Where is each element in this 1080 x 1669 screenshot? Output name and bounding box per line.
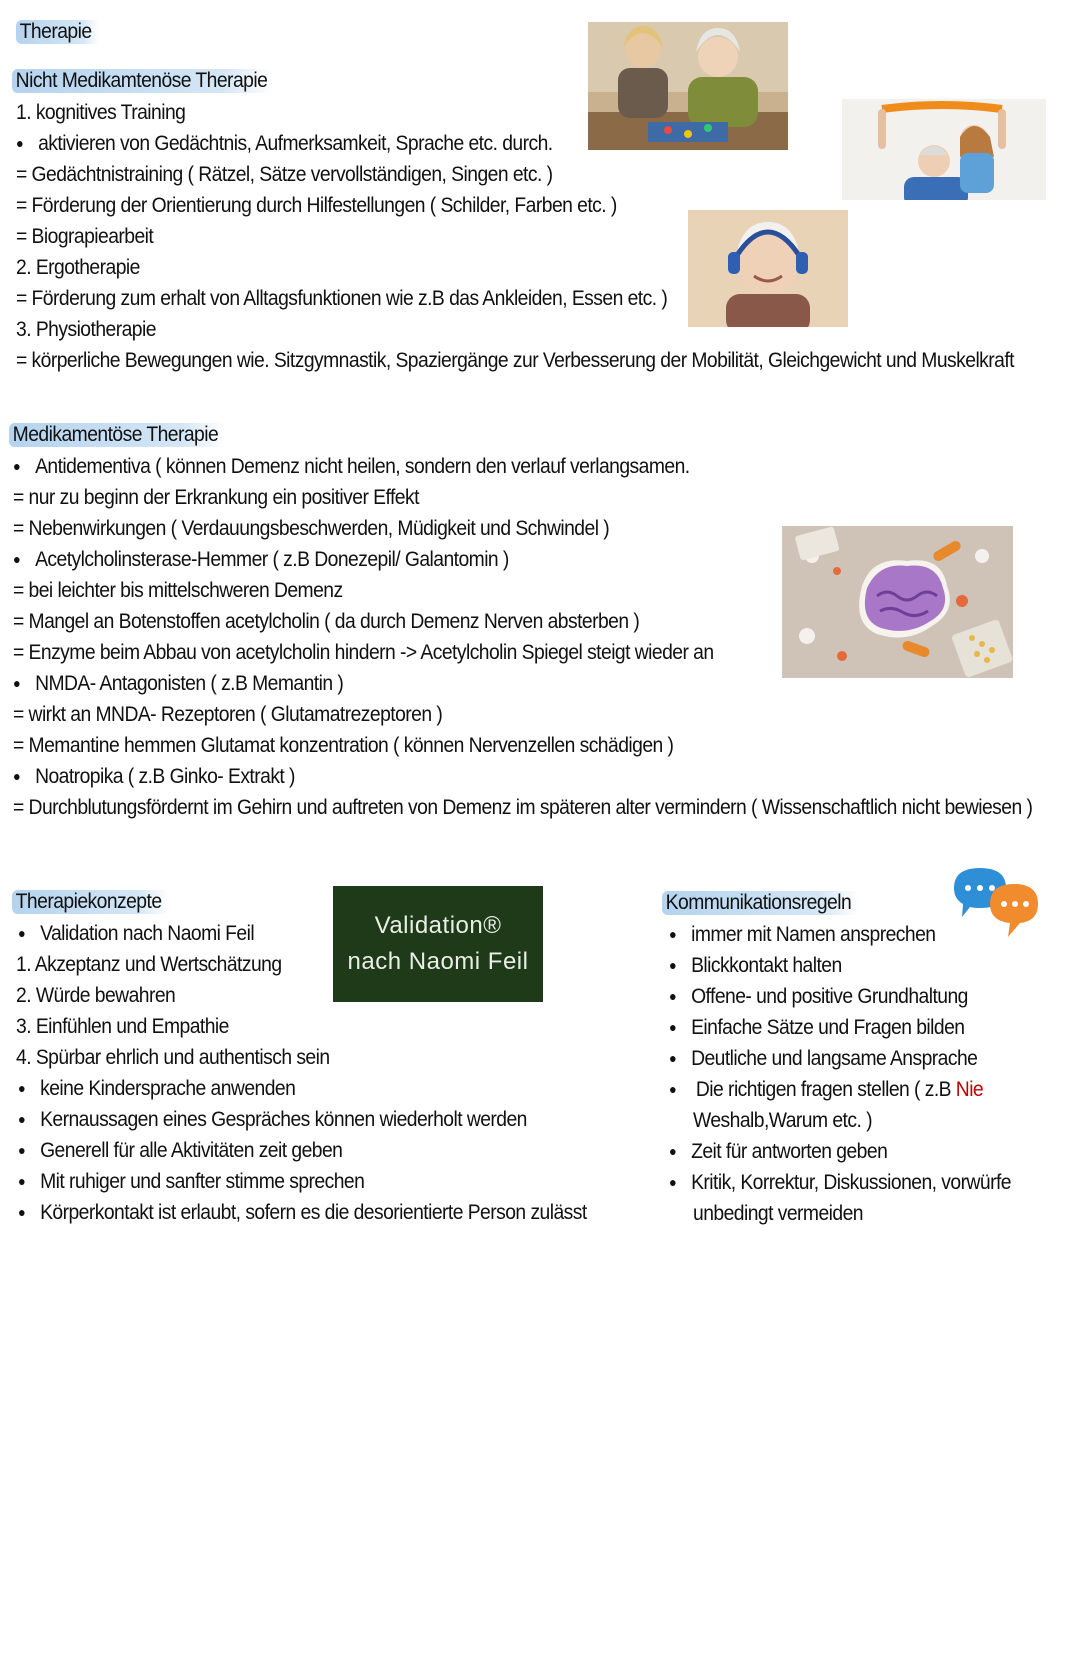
list-item: = Förderung zum erhalt von Alltagsfunktionen wie z.B das Ankleiden, Essen etc. ) bbox=[16, 287, 668, 310]
list-item: 3. Physiotherapie bbox=[16, 318, 156, 341]
photo-board-game bbox=[588, 22, 788, 150]
list-item: ● keine Kindersprache anwenden bbox=[18, 1077, 295, 1102]
list-item: ● Zeit für antworten geben bbox=[669, 1140, 887, 1165]
list-item: = Nebenwirkungen ( Verdauungsbeschwerden, Müdigkeit und Schwindel ) bbox=[13, 517, 610, 540]
list-item: ● Noatropika ( z.B Ginko- Extrakt ) bbox=[13, 765, 295, 790]
photo-music-headphones bbox=[688, 210, 848, 327]
highlight-nie: Nie bbox=[955, 1078, 984, 1101]
list-item: = wirkt an MNDA- Rezeptoren ( Glutamatrezeptoren ) bbox=[13, 703, 443, 726]
speech-bubbles-icon bbox=[950, 866, 1042, 938]
list-item: ● Mit ruhiger und sanfter stimme sprechen bbox=[18, 1170, 364, 1195]
list-item: ● Generell für alle Aktivitäten zeit geben bbox=[18, 1139, 342, 1164]
list-item: = Durchblutungsfördernt im Gehirn und auftreten von Demenz im späteren alter vermindern ( Wissenschaftlich nicht bewiesen ) bbox=[13, 796, 1033, 819]
list-item: 2. Ergotherapie bbox=[16, 256, 140, 279]
list-item: 1. Akzeptanz und Wertschätzung bbox=[16, 953, 282, 976]
list-item: ● Deutliche und langsame Ansprache bbox=[669, 1047, 977, 1072]
list-item: = Enzyme beim Abbau von acetylcholin hindern -> Acetylcholin Spiegel steigt wieder an bbox=[13, 641, 714, 664]
list-item: = bei leichter bis mittelschweren Demenz bbox=[13, 579, 343, 602]
list-item: ● aktivieren von Gedächtnis, Aufmerksamkeit, Sprache etc. durch. bbox=[16, 132, 553, 157]
list-item: 4. Spürbar ehrlich und authentisch sein bbox=[16, 1046, 330, 1069]
list-item: ● Antidementiva ( können Demenz nicht heilen, sondern den verlauf verlangsamen. bbox=[13, 455, 690, 480]
list-item: = Gedächtnistraining ( Rätzel, Sätze vervollständigen, Singen etc. ) bbox=[16, 163, 553, 186]
list-item-text: Die richtigen fragen stellen ( z.B bbox=[695, 1078, 956, 1101]
list-item: = Mangel an Botenstoffen acetylcholin ( da durch Demenz Nerven absterben ) bbox=[13, 610, 640, 633]
validation-logo-line2: nach Naomi Feil bbox=[347, 948, 529, 975]
list-item: ● Kritik, Korrektur, Diskussionen, vorwürfe bbox=[669, 1171, 1011, 1196]
list-item: ● Validation nach Naomi Feil bbox=[18, 922, 254, 947]
list-item: = Förderung der Orientierung durch Hilfestellungen ( Schilder, Farben etc. ) bbox=[16, 194, 617, 217]
section-heading-communication: Kommunikationsregeln bbox=[662, 891, 859, 915]
validation-logo bbox=[333, 886, 543, 1002]
list-item: ● Blickkontakt halten bbox=[669, 954, 842, 979]
list-item: 3. Einfühlen und Empathie bbox=[16, 1015, 229, 1038]
section-heading-drug: Medikamentöse Therapie bbox=[9, 423, 226, 447]
photo-physiotherapy bbox=[842, 99, 1046, 200]
list-item: ● NMDA- Antagonisten ( z.B Memantin ) bbox=[13, 672, 343, 697]
list-item: ● immer mit Namen ansprechen bbox=[669, 923, 935, 948]
list-item: ● Kernaussagen eines Gespräches können wiederholt werden bbox=[18, 1108, 527, 1133]
list-item: = Biograpiearbeit bbox=[16, 225, 154, 248]
list-item: ● Acetylcholinsterase-Hemmer ( z.B Donezepil/ Galantomin ) bbox=[13, 548, 509, 573]
list-item: 1. kognitives Training bbox=[16, 101, 186, 124]
validation-logo-line1: Validation® bbox=[374, 912, 502, 939]
list-item: = nur zu beginn der Erkrankung ein positiver Effekt bbox=[13, 486, 419, 509]
list-item: = körperliche Bewegungen wie. Sitzgymnastik, Spaziergänge zur Verbesserung der Mobilität, Gleichgewicht und Muskelkraft bbox=[16, 349, 1014, 372]
photo-brain-pills bbox=[782, 526, 1013, 678]
list-item-continuation: unbedingt vermeiden bbox=[693, 1202, 863, 1225]
section-heading-non-drug: Nicht Medikamtenöse Therapie bbox=[12, 69, 275, 93]
list-item: ● Offene- und positive Grundhaltung bbox=[669, 985, 968, 1010]
list-item: = Memantine hemmen Glutamat konzentration ( können Nervenzellen schädigen ) bbox=[13, 734, 674, 757]
list-item: ● Einfache Sätze und Fragen bilden bbox=[669, 1016, 964, 1041]
list-item bbox=[669, 1078, 983, 1103]
list-item: 2. Würde bewahren bbox=[16, 984, 176, 1007]
list-item-continuation: Weshalb,Warum etc. ) bbox=[693, 1109, 872, 1132]
page-title: Therapie bbox=[16, 20, 99, 44]
list-item: ● Körperkontakt ist erlaubt, sofern es die desorientierte Person zulässt bbox=[18, 1201, 587, 1226]
section-heading-concepts: Therapiekonzepte bbox=[12, 890, 169, 914]
